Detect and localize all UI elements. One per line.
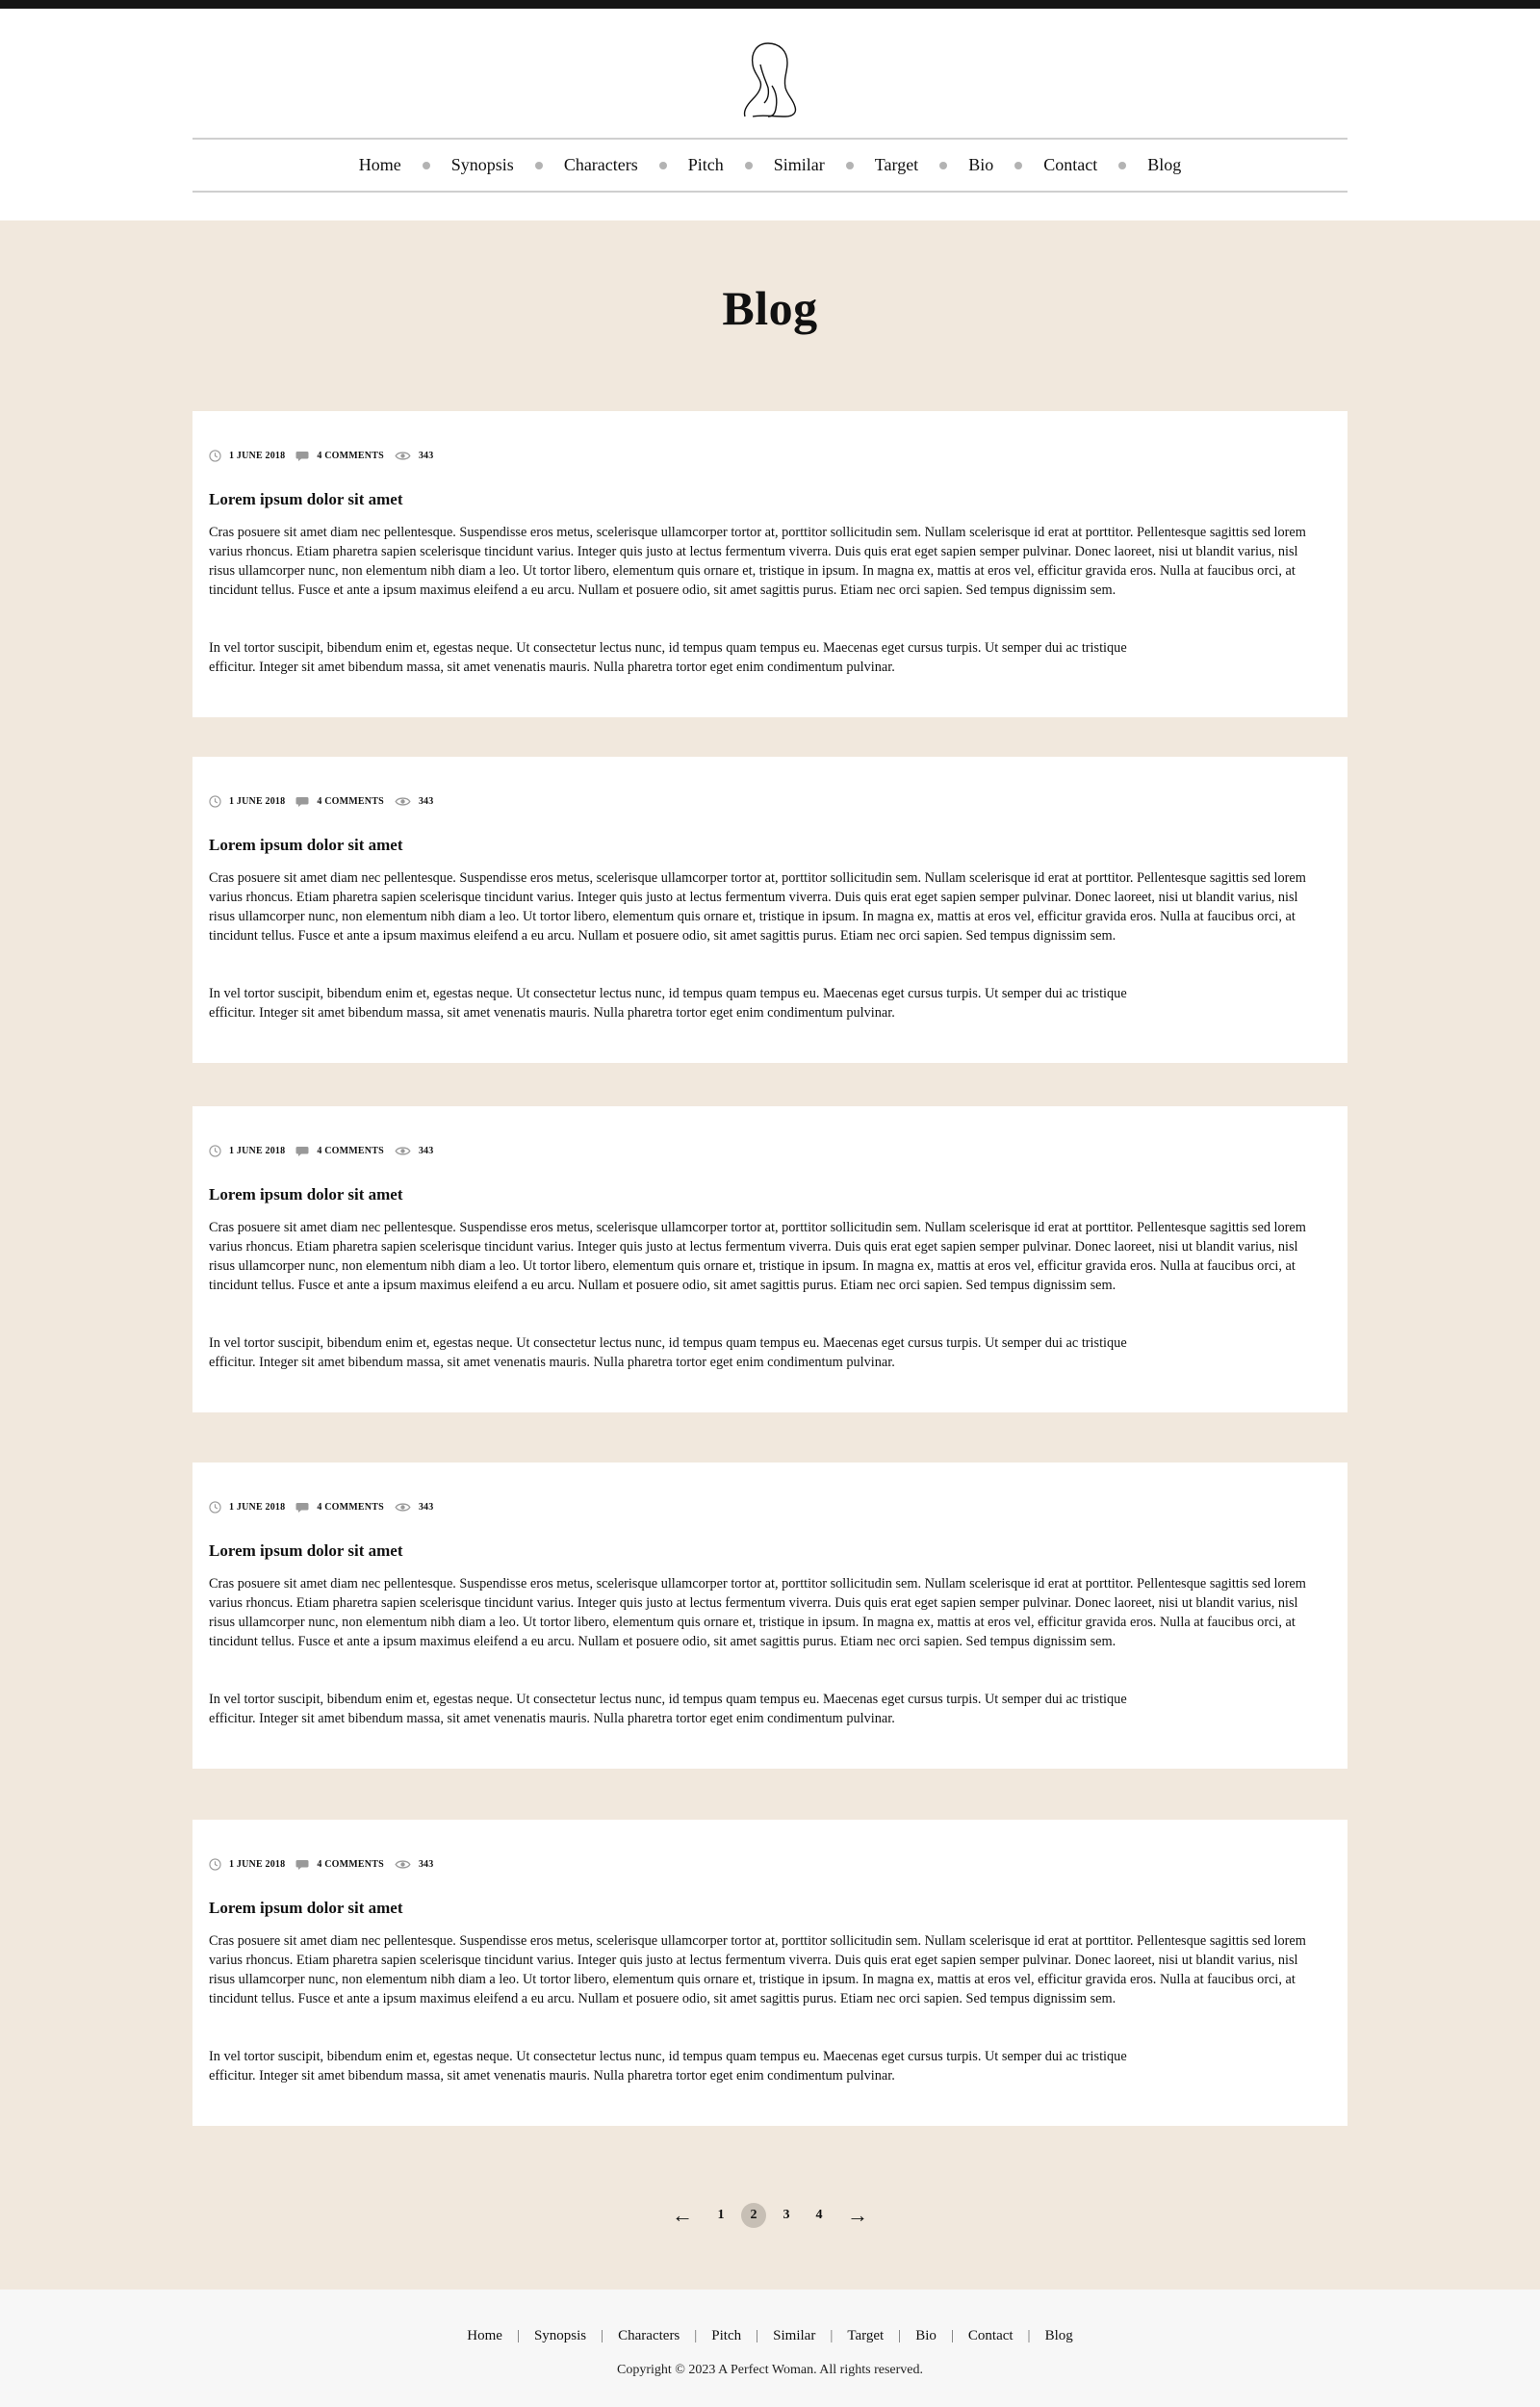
post-comments[interactable] bbox=[295, 796, 384, 808]
post-meta bbox=[209, 450, 444, 462]
footer-link-home[interactable]: Home bbox=[467, 2328, 502, 2343]
nav-link-synopsis[interactable]: Synopsis bbox=[450, 155, 514, 174]
post-excerpt-2: In vel tortor suscipit, bibendum enim et, egestas neque. Ut consectetur lectus nunc, id tempus quam tempus eu. Maecenas eget cursus turpis. Ut semper dui ac tristique efficitur. Integer sit amet bibendum massa, sit amet venenatis mauris. Nulla pharetra tortor eget enim condimentum pulvinar. bbox=[209, 640, 1127, 675]
nav-link-pitch[interactable]: Pitch bbox=[687, 155, 724, 174]
footer-link-characters[interactable]: Characters bbox=[618, 2328, 680, 2343]
post-views-text: 343 bbox=[418, 1502, 434, 1513]
post-comments[interactable] bbox=[295, 1502, 384, 1514]
footer-separator: | bbox=[950, 2328, 954, 2343]
post-excerpt-2: In vel tortor suscipit, bibendum enim et, egestas neque. Ut consectetur lectus nunc, id tempus quam tempus eu. Maecenas eget cursus turpis. Ut semper dui ac tristique efficitur. Integer sit amet bibendum massa, sit amet venenatis mauris. Nulla pharetra tortor eget enim condimentum pulvinar. bbox=[209, 1692, 1127, 1726]
post-title[interactable]: Lorem ipsum dolor sit amet bbox=[209, 1541, 403, 1560]
post-views-text: 343 bbox=[418, 451, 434, 461]
post-views bbox=[395, 1502, 434, 1513]
footer-separator: | bbox=[694, 2328, 698, 2343]
post-date bbox=[209, 795, 285, 808]
eye-icon bbox=[395, 1859, 419, 1870]
page-number-1[interactable]: 1 bbox=[717, 2208, 725, 2222]
clock-icon bbox=[209, 1145, 229, 1157]
post-views-text: 343 bbox=[418, 796, 434, 807]
post-excerpt: Cras posuere sit amet diam nec pellentesque. Suspendisse eros metus, scelerisque ullamcorper tortor at, porttitor sollicitudin sem. Nullam scelerisque id erat at porttitor. Pellentesque sagittis sed lorem varius rhoncus. Etiam pharetra sapien scelerisque tincidunt varius. Integer quis justo at lectus fermentum viverra. Duis quis erat eget sapien semper pulvinar. Donec laoreet, nisi ut blandit varius, nisl risus ullamcorper nunc, non elementum nibh diam a leo. Ut tortor libero, elementum quis ornare et, tristique in ipsum. In magna ex, mattis at eros vel, efficitur gravida eros. Nulla at faucibus orci, at tincidunt tellus. Fusce et ante a ipsum maximus eleifend a eu arcu. Nullam et posuere odio, sit amet sagittis purus. Etiam nec orci sapien. Sed tempus dignissim sem. bbox=[209, 525, 1306, 598]
clock-icon bbox=[209, 450, 229, 462]
clock-icon bbox=[209, 1501, 229, 1514]
next-page-arrow-icon[interactable]: → bbox=[847, 2203, 868, 2227]
post-date-text: 1 JUNE 2018 bbox=[229, 1502, 286, 1513]
post-meta bbox=[209, 795, 444, 808]
prev-page-arrow-icon[interactable]: ← bbox=[672, 2203, 693, 2227]
nav-link-characters[interactable]: Characters bbox=[563, 155, 638, 174]
nav-separator-dot bbox=[659, 162, 667, 169]
post-meta bbox=[209, 1858, 444, 1871]
post-excerpt: Cras posuere sit amet diam nec pellentesque. Suspendisse eros metus, scelerisque ullamcorper tortor at, porttitor sollicitudin sem. Nullam scelerisque id erat at porttitor. Pellentesque sagittis sed lorem varius rhoncus. Etiam pharetra sapien scelerisque tincidunt varius. Integer quis justo at lectus fermentum viverra. Duis quis erat eget sapien semper pulvinar. Donec laoreet, nisi ut blandit varius, nisl risus ullamcorper nunc, non elementum nibh diam a leo. Ut tortor libero, elementum quis ornare et, tristique in ipsum. In magna ex, mattis at eros vel, efficitur gravida eros. Nulla at faucibus orci, at tincidunt tellus. Fusce et ante a ipsum maximus eleifend a eu arcu. Nullam et posuere odio, sit amet sagittis purus. Etiam nec orci sapien. Sed tempus dignissim sem. bbox=[209, 870, 1306, 944]
page-number-2[interactable]: 2 bbox=[741, 2203, 766, 2228]
nav-link-blog[interactable]: Blog bbox=[1147, 155, 1182, 174]
post-date bbox=[209, 1858, 285, 1871]
post-comments[interactable] bbox=[295, 1146, 384, 1157]
nav-separator-dot bbox=[1014, 162, 1022, 169]
eye-icon bbox=[395, 1146, 419, 1156]
footer-separator: | bbox=[516, 2328, 520, 2343]
post-title[interactable]: Lorem ipsum dolor sit amet bbox=[209, 1899, 403, 1917]
post-date bbox=[209, 450, 285, 462]
nav-separator-dot bbox=[535, 162, 543, 169]
comment-icon bbox=[295, 1859, 317, 1871]
post-date-text: 1 JUNE 2018 bbox=[229, 796, 286, 807]
clock-icon bbox=[209, 795, 229, 808]
post-comments-text: 4 COMMENTS bbox=[317, 1146, 384, 1156]
post-views-text: 343 bbox=[418, 1859, 434, 1870]
nav-item bbox=[774, 155, 875, 175]
blog-post-card bbox=[192, 1462, 1348, 1769]
nav-separator-dot bbox=[1118, 162, 1126, 169]
post-views bbox=[395, 1859, 434, 1870]
post-comments[interactable] bbox=[295, 451, 384, 462]
footer-separator: | bbox=[830, 2328, 834, 2343]
post-date bbox=[209, 1145, 285, 1157]
post-comments-text: 4 COMMENTS bbox=[317, 1859, 384, 1870]
post-comments-text: 4 COMMENTS bbox=[317, 796, 384, 807]
site-header bbox=[0, 9, 1540, 220]
footer-link-synopsis[interactable]: Synopsis bbox=[533, 2328, 587, 2343]
footer-link-pitch[interactable]: Pitch bbox=[711, 2328, 742, 2343]
blog-post-card bbox=[192, 1106, 1348, 1412]
post-views bbox=[395, 1146, 434, 1156]
nav-link-home[interactable]: Home bbox=[358, 155, 401, 174]
blog-post-card bbox=[192, 1820, 1348, 2126]
eye-icon bbox=[395, 451, 419, 461]
top-bar bbox=[0, 0, 1540, 9]
nav-item bbox=[875, 155, 968, 175]
blog-main bbox=[0, 220, 1540, 2290]
post-excerpt: Cras posuere sit amet diam nec pellentesque. Suspendisse eros metus, scelerisque ullamcorper tortor at, porttitor sollicitudin sem. Nullam scelerisque id erat at porttitor. Pellentesque sagittis sed lorem varius rhoncus. Etiam pharetra sapien scelerisque tincidunt varius. Integer quis justo at lectus fermentum viverra. Duis quis erat eget sapien semper pulvinar. Donec laoreet, nisi ut blandit varius, nisl risus ullamcorper nunc, non elementum nibh diam a leo. Ut tortor libero, elementum quis ornare et, tristique in ipsum. In magna ex, mattis at eros vel, efficitur gravida eros. Nulla at faucibus orci, at tincidunt tellus. Fusce et ante a ipsum maximus eleifend a eu arcu. Nullam et posuere odio, sit amet sagittis purus. Etiam nec orci sapien. Sed tempus dignissim sem. bbox=[209, 1220, 1306, 1293]
clock-icon bbox=[209, 1858, 229, 1871]
comment-icon bbox=[295, 1502, 317, 1514]
post-date-text: 1 JUNE 2018 bbox=[229, 1859, 286, 1870]
footer-link-bio[interactable]: Bio bbox=[915, 2328, 937, 2343]
post-excerpt: Cras posuere sit amet diam nec pellentesque. Suspendisse eros metus, scelerisque ullamcorper tortor at, porttitor sollicitudin sem. Nullam scelerisque id erat at porttitor. Pellentesque sagittis sed lorem varius rhoncus. Etiam pharetra sapien scelerisque tincidunt varius. Integer quis justo at lectus fermentum viverra. Duis quis erat eget sapien semper pulvinar. Donec laoreet, nisi ut blandit varius, nisl risus ullamcorper nunc, non elementum nibh diam a leo. Ut tortor libero, elementum quis ornare et, tristique in ipsum. In magna ex, mattis at eros vel, efficitur gravida eros. Nulla at faucibus orci, at tincidunt tellus. Fusce et ante a ipsum maximus eleifend a eu arcu. Nullam et posuere odio, sit amet sagittis purus. Etiam nec orci sapien. Sed tempus dignissim sem. bbox=[209, 1933, 1306, 2006]
post-meta bbox=[209, 1501, 444, 1514]
footer-link-contact[interactable]: Contact bbox=[967, 2328, 1014, 2343]
footer-nav bbox=[0, 2328, 1540, 2344]
comment-icon bbox=[295, 451, 317, 462]
nav-link-target[interactable]: Target bbox=[874, 155, 919, 174]
blog-post-card bbox=[192, 411, 1348, 717]
post-meta bbox=[209, 1145, 444, 1157]
post-views bbox=[395, 796, 434, 807]
nav-link-similar[interactable]: Similar bbox=[773, 155, 825, 174]
post-comments-text: 4 COMMENTS bbox=[317, 1502, 384, 1513]
nav-separator-dot bbox=[745, 162, 753, 169]
nav-link-bio[interactable]: Bio bbox=[968, 155, 994, 174]
post-excerpt-2: In vel tortor suscipit, bibendum enim et, egestas neque. Ut consectetur lectus nunc, id tempus quam tempus eu. Maecenas eget cursus turpis. Ut semper dui ac tristique efficitur. Integer sit amet bibendum massa, sit amet venenatis mauris. Nulla pharetra tortor eget enim condimentum pulvinar. bbox=[209, 2049, 1127, 2083]
copyright-text: Copyright © 2023 A Perfect Woman. All rights reserved. bbox=[617, 2363, 923, 2377]
nav-separator-dot bbox=[939, 162, 947, 169]
woman-silhouette-logo[interactable] bbox=[739, 39, 801, 120]
blog-post-card bbox=[192, 757, 1348, 1063]
footer-separator: | bbox=[601, 2328, 604, 2343]
nav-item bbox=[359, 155, 451, 175]
site-footer bbox=[0, 2290, 1540, 2407]
footer-link-target[interactable]: Target bbox=[847, 2328, 885, 2343]
nav-item bbox=[688, 155, 774, 175]
nav-separator-dot bbox=[846, 162, 854, 169]
page-number-3[interactable]: 3 bbox=[783, 2208, 790, 2222]
comment-icon bbox=[295, 796, 317, 808]
post-title[interactable]: Lorem ipsum dolor sit amet bbox=[209, 836, 403, 854]
main-nav bbox=[192, 138, 1348, 193]
comment-icon bbox=[295, 1146, 317, 1157]
footer-separator: | bbox=[898, 2328, 902, 2343]
page-number-4[interactable]: 4 bbox=[815, 2208, 823, 2222]
eye-icon bbox=[395, 796, 419, 807]
nav-item bbox=[451, 155, 564, 175]
nav-item bbox=[1043, 155, 1147, 175]
post-excerpt: Cras posuere sit amet diam nec pellentesque. Suspendisse eros metus, scelerisque ullamcorper tortor at, porttitor sollicitudin sem. Nullam scelerisque id erat at porttitor. Pellentesque sagittis sed lorem varius rhoncus. Etiam pharetra sapien scelerisque tincidunt varius. Integer quis justo at lectus fermentum viverra. Duis quis erat eget sapien semper pulvinar. Donec laoreet, nisi ut blandit varius, nisl risus ullamcorper nunc, non elementum nibh diam a leo. Ut tortor libero, elementum quis ornare et, tristique in ipsum. In magna ex, mattis at eros vel, efficitur gravida eros. Nulla at faucibus orci, at tincidunt tellus. Fusce et ante a ipsum maximus eleifend a eu arcu. Nullam et posuere odio, sit amet sagittis purus. Etiam nec orci sapien. Sed tempus dignissim sem. bbox=[209, 1576, 1306, 1649]
post-comments-text: 4 COMMENTS bbox=[317, 451, 384, 461]
footer-separator: | bbox=[756, 2328, 759, 2343]
post-title[interactable]: Lorem ipsum dolor sit amet bbox=[209, 490, 403, 508]
nav-item bbox=[968, 155, 1043, 175]
footer-link-blog[interactable]: Blog bbox=[1044, 2328, 1073, 2343]
footer-link-similar[interactable]: Similar bbox=[773, 2328, 816, 2343]
post-date-text: 1 JUNE 2018 bbox=[229, 451, 286, 461]
nav-separator-dot bbox=[423, 162, 430, 169]
post-title[interactable]: Lorem ipsum dolor sit amet bbox=[209, 1185, 403, 1204]
page-title: Blog bbox=[722, 281, 818, 335]
nav-item bbox=[1147, 155, 1181, 175]
post-excerpt-2: In vel tortor suscipit, bibendum enim et, egestas neque. Ut consectetur lectus nunc, id tempus quam tempus eu. Maecenas eget cursus turpis. Ut semper dui ac tristique efficitur. Integer sit amet bibendum massa, sit amet venenatis mauris. Nulla pharetra tortor eget enim condimentum pulvinar. bbox=[209, 986, 1127, 1021]
post-views bbox=[395, 451, 434, 461]
post-comments[interactable] bbox=[295, 1859, 384, 1871]
post-views-text: 343 bbox=[418, 1146, 434, 1156]
nav-item bbox=[564, 155, 688, 175]
post-date bbox=[209, 1501, 285, 1514]
eye-icon bbox=[395, 1502, 419, 1513]
post-excerpt-2: In vel tortor suscipit, bibendum enim et, egestas neque. Ut consectetur lectus nunc, id tempus quam tempus eu. Maecenas eget cursus turpis. Ut semper dui ac tristique efficitur. Integer sit amet bibendum massa, sit amet venenatis mauris. Nulla pharetra tortor eget enim condimentum pulvinar. bbox=[209, 1335, 1127, 1370]
pagination bbox=[0, 2201, 1540, 2230]
post-date-text: 1 JUNE 2018 bbox=[229, 1146, 286, 1156]
nav-link-contact[interactable]: Contact bbox=[1043, 155, 1098, 174]
footer-separator: | bbox=[1027, 2328, 1031, 2343]
